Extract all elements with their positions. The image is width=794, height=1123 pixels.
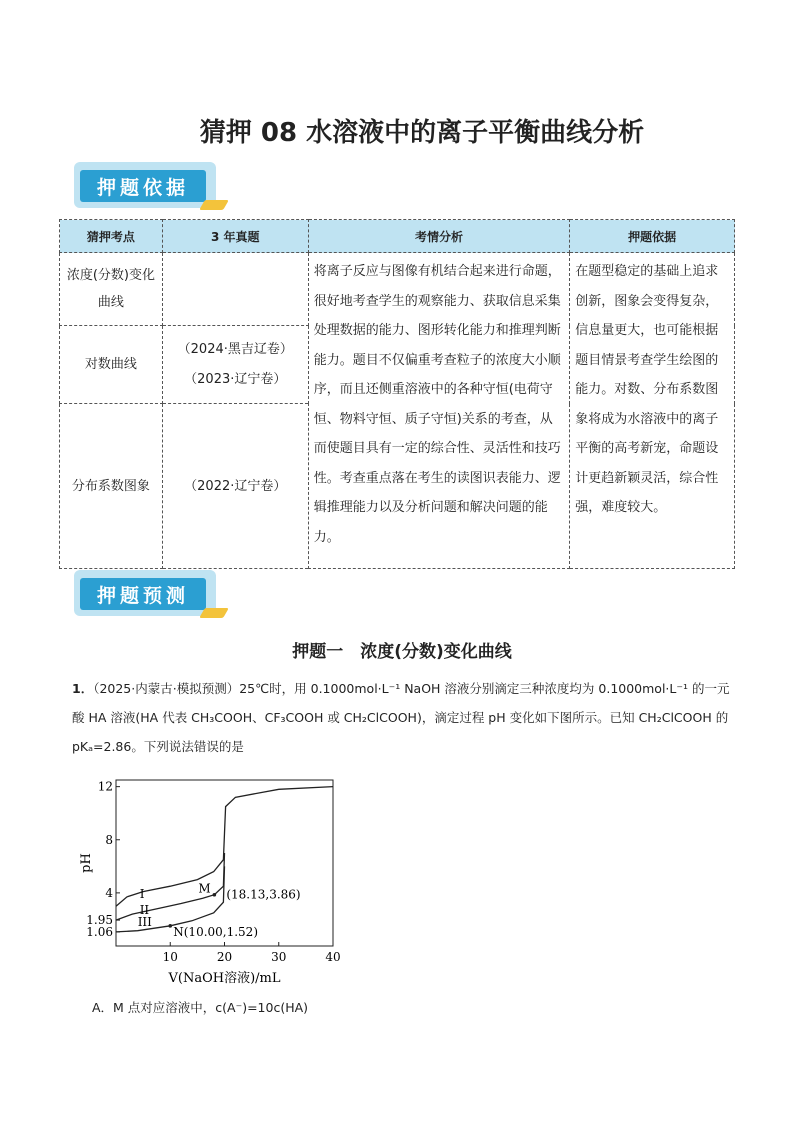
exam-cell: （2024·黑吉辽卷）（2023·辽宁卷） (162, 326, 308, 404)
y-axis-label: pH (79, 853, 94, 873)
point-annotation: (18.13,3.86) (226, 887, 301, 902)
series-line-III (116, 866, 225, 932)
point-N (168, 924, 172, 928)
y-tick-label: 12 (97, 779, 113, 794)
banner-label: 押题预测 (80, 578, 206, 610)
basis-table (59, 219, 735, 569)
y-tick-label: 8 (105, 832, 113, 847)
point-label: N(10.00,1.52) (173, 924, 258, 939)
header-cell: 3 年真题 (162, 220, 308, 253)
x-tick-label: 20 (216, 950, 233, 964)
chart-svg (78, 768, 348, 988)
question-number: 1． (72, 681, 94, 696)
header-cell: 考情分析 (308, 220, 570, 253)
series-label: III (137, 914, 152, 929)
x-tick-label: 40 (325, 950, 341, 964)
x-axis-label: V(NaOH溶液)/mL (168, 971, 281, 986)
point-cell: 分布系数图象 (60, 404, 163, 569)
section-title: 押题一 浓度(分数)变化曲线 (292, 642, 512, 662)
y-tick-label: 4 (105, 885, 113, 900)
question-text: 25℃时，用 0.1000mol·L⁻¹ NaOH 溶液分别滴定三种浓度均为 0.1000mol·L⁻¹ 的一元酸 HA 溶液(HA 代表 CH₃COOH、CF₃COOH 或 CH₂ClCOOH)，滴定过程 pH 变化如下图所示。已知 CH₂ClCOOH 的 pKₐ=2.86。下列说法错误的是 (72, 681, 730, 754)
titration-chart (78, 768, 348, 988)
section-banner-basis (74, 162, 226, 214)
table-row (60, 253, 735, 326)
header-cell: 猜押考点 (60, 220, 163, 253)
banner-label: 押题依据 (80, 170, 206, 202)
x-tick-label: 10 (162, 950, 178, 964)
y-tick-label: 1.95 (86, 913, 113, 928)
exam-cell (162, 253, 308, 326)
page-title: 猜押 08 水溶液中的离子平衡曲线分析 (199, 118, 645, 148)
point-cell: 对数曲线 (60, 326, 163, 404)
series-label: II (139, 903, 150, 918)
series-label: I (139, 887, 145, 902)
x-tick-label: 30 (271, 950, 287, 964)
pencil-icon (199, 200, 229, 210)
header-cell: 押题依据 (570, 220, 735, 253)
section-banner-prediction (74, 570, 226, 622)
point-label: M (198, 881, 211, 896)
point-cell: 浓度(分数)变化曲线 (60, 253, 163, 326)
table-header-row (60, 220, 735, 253)
question-1 (72, 674, 732, 761)
exam-cell: （2022·辽宁卷） (162, 404, 308, 569)
pencil-icon (199, 608, 229, 618)
option-a: A．M 点对应溶液中，c(A⁻)=10c(HA) (92, 1000, 309, 1015)
point-M (213, 893, 217, 897)
y-tick-label: 1.06 (86, 924, 113, 939)
question-source: （2025·内蒙古·模拟预测） (93, 681, 240, 696)
basis-cell: 在题型稳定的基础上追求创新，图象会变得复杂，信息量更大，也可能根据题目情景考查学生绘图的能力。对数、分布系数图象将成为水溶液中的离子平衡的高考新宠，命题设计更趋新颖灵活，综合性强，难度较大。 (570, 253, 735, 569)
analysis-cell: 将离子反应与图像有机结合起来进行命题，很好地考查学生的观察能力、获取信息采集处理数据的能力、图形转化能力和推理判断能力。题目不仅偏重考查粒子的浓度大小顺序，而且还侧重溶液中的各种守恒(电荷守恒、物料守恒、质子守恒)关系的考查，从而使题目具有一定的综合性、灵活性和技巧性。考查重点落在考生的读图识表能力、逻辑推理能力以及分析问题和解决问题的能力。 (308, 253, 570, 569)
